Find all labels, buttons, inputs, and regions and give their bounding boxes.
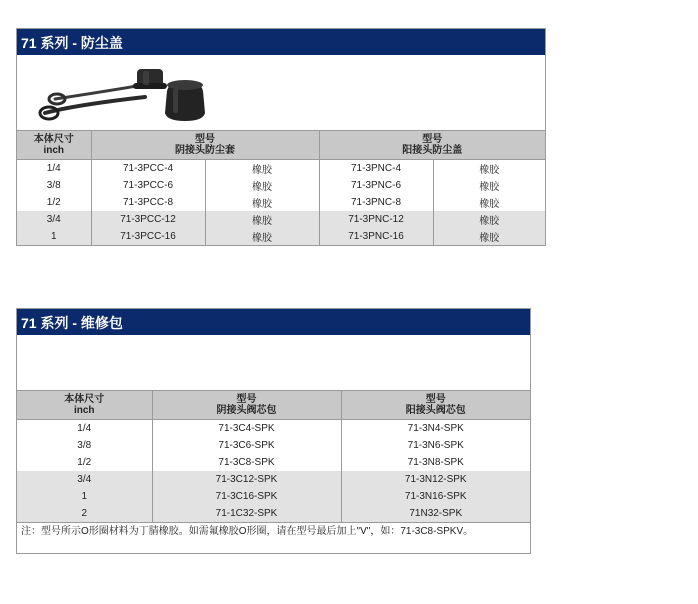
size-cell: 1/4 <box>77 423 92 434</box>
female-material-cell: 橡胶 <box>205 160 319 178</box>
table-row <box>17 437 530 454</box>
female-kit-cell: 71-3C16-SPK <box>152 488 341 505</box>
male-kit-cell: 71-3N12-SPK <box>341 471 530 488</box>
size-cell: 1/2 <box>77 457 92 468</box>
female-model-cell: 71-3PCC-16 <box>91 228 205 245</box>
repair-kit-title: 71 系列 - 维修包 <box>17 309 530 335</box>
female-model-cell: 71-3PCC-12 <box>91 211 205 228</box>
dust-cap-product-image <box>35 55 215 131</box>
col-male-header: 型号 阳接头防尘盖 <box>319 131 545 160</box>
male-material-cell: 橡胶 <box>433 177 545 194</box>
dust-cap-title: 71 系列 - 防尘盖 <box>17 29 545 55</box>
male-model-cell: 71-3PNC-12 <box>319 211 433 228</box>
female-material-cell: 橡胶 <box>205 177 319 194</box>
size-cell: 3/8 <box>77 440 92 451</box>
male-model-cell: 71-3PNC-6 <box>319 177 433 194</box>
male-kit-cell: 71N32-SPK <box>341 505 530 522</box>
size-cell: 1 <box>17 488 152 505</box>
female-material-cell: 橡胶 <box>205 194 319 211</box>
table-row <box>17 177 545 194</box>
male-material-cell: 橡胶 <box>433 211 545 228</box>
table-row <box>17 471 530 488</box>
dust-cap-table <box>17 131 545 245</box>
table-row <box>17 420 530 438</box>
size-cell: 1/4 <box>46 163 61 174</box>
dust-cap-image-area <box>17 55 545 131</box>
male-model-cell: 71-3PNC-16 <box>319 228 433 245</box>
size-cell: 3/8 <box>46 180 61 191</box>
col-female-header: 型号 阴接头阀芯包 <box>152 391 341 420</box>
repair-kit-image-area <box>17 335 530 391</box>
table-header-row <box>17 391 530 420</box>
male-kit-cell: 71-3N4-SPK <box>341 420 530 438</box>
male-material-cell: 橡胶 <box>433 194 545 211</box>
male-material-cell: 橡胶 <box>433 228 545 245</box>
size-cell: 1/2 <box>46 197 61 208</box>
male-kit-cell: 71-3N6-SPK <box>341 437 530 454</box>
female-material-cell: 橡胶 <box>205 228 319 245</box>
col-female-header: 型号 阴接头防尘套 <box>91 131 319 160</box>
dust-cap-panel <box>16 28 546 246</box>
table-row <box>17 194 545 211</box>
male-kit-cell: 71-3N8-SPK <box>341 454 530 471</box>
female-kit-cell: 71-3C8-SPK <box>152 454 341 471</box>
male-kit-cell: 71-3N16-SPK <box>341 488 530 505</box>
female-kit-cell: 71-3C4-SPK <box>152 420 341 438</box>
col-size-header: 本体尺寸 inch <box>17 391 152 420</box>
size-cell: 2 <box>17 505 152 522</box>
size-cell: 3/4 <box>17 211 91 228</box>
female-kit-cell: 71-3C12-SPK <box>152 471 341 488</box>
table-row <box>17 228 545 245</box>
size-cell: 3/4 <box>17 471 152 488</box>
table-row <box>17 488 530 505</box>
female-model-cell: 71-3PCC-6 <box>91 177 205 194</box>
female-kit-cell: 71-3C6-SPK <box>152 437 341 454</box>
table-header-row <box>17 131 545 160</box>
col-size-header: 本体尺寸 inch <box>17 131 91 160</box>
female-model-cell: 71-3PCC-8 <box>91 194 205 211</box>
table-row <box>17 454 530 471</box>
male-material-cell: 橡胶 <box>433 160 545 178</box>
size-cell: 1 <box>17 228 91 245</box>
col-male-header: 型号 阳接头阀芯包 <box>341 391 530 420</box>
repair-kit-note: 注：型号所示O形圈材料为丁腈橡胶。如需氟橡胶O形圈，请在型号最后加上"V"，如：71-3C8-SPKV。 <box>17 522 530 541</box>
female-kit-cell: 71-1C32-SPK <box>152 505 341 522</box>
repair-kit-panel <box>16 308 531 554</box>
female-model-cell: 71-3PCC-4 <box>91 160 205 178</box>
table-row <box>17 505 530 522</box>
table-row <box>17 211 545 228</box>
repair-kit-table <box>17 391 530 522</box>
female-material-cell: 橡胶 <box>205 211 319 228</box>
male-model-cell: 71-3PNC-4 <box>319 160 433 178</box>
male-model-cell: 71-3PNC-8 <box>319 194 433 211</box>
table-row <box>17 160 545 178</box>
